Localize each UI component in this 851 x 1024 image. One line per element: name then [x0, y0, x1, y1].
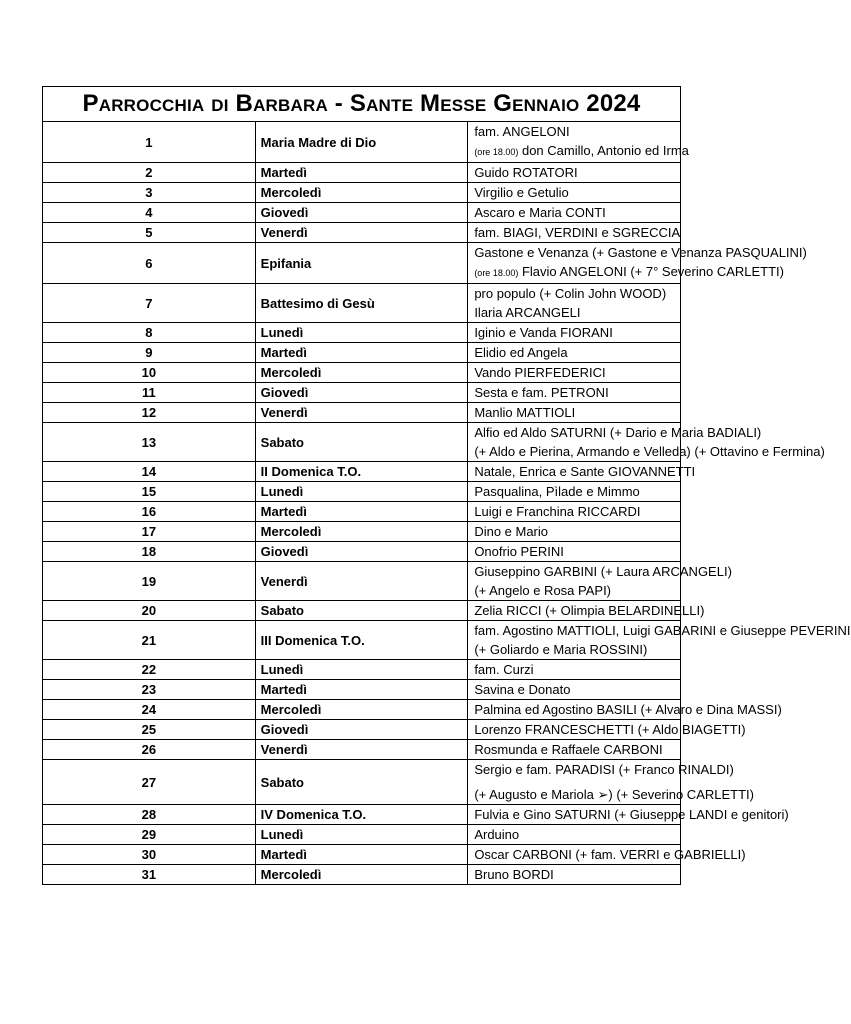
intention-line: [474, 462, 696, 481]
schedule-row: [43, 363, 681, 383]
intention-text: Dino e Mario: [474, 524, 549, 539]
intentions-cell: [468, 383, 681, 403]
day-label: Sabato: [255, 601, 468, 621]
intention-line: [474, 423, 762, 442]
intention-text: Fulvia e Gino SATURNI (+ Giuseppe LANDI e genitori): [474, 807, 789, 822]
day-number: 26: [43, 740, 256, 760]
day-number: 25: [43, 720, 256, 740]
intention-text: Savina e Donato: [474, 682, 571, 697]
intention-text: Lorenzo FRANCESCHETTI (+ Aldo BIAGETTI): [474, 722, 746, 737]
day-number: 12: [43, 403, 256, 423]
schedule-row: [43, 203, 681, 223]
day-number: 9: [43, 343, 256, 363]
intention-line: [474, 163, 676, 182]
intention-text: Zelia RICCI (+ Olimpia BELARDINELLI): [474, 603, 705, 618]
intention-line: [474, 183, 676, 202]
intention-text: Virgilio e Getulio: [474, 185, 569, 200]
intention-text: pro populo (+ Colin John WOOD): [474, 286, 667, 301]
day-number: 27: [43, 760, 256, 805]
intention-text: Bruno BORDI: [474, 867, 554, 882]
day-number: 10: [43, 363, 256, 383]
intention-line: [474, 740, 676, 759]
day-label: Venerdì: [255, 223, 468, 243]
day-label: IV Domenica T.O.: [255, 805, 468, 825]
intention-text: Palmina ed Agostino BASILI (+ Alvaro e Dina MASSI): [474, 702, 782, 717]
intentions-cell: [468, 845, 746, 865]
intention-text: Pasqualina, Pìlade e Mimmo: [474, 484, 640, 499]
schedule-row: [43, 383, 681, 403]
intentions-cell: [468, 163, 681, 183]
day-label: Lunedì: [255, 323, 468, 343]
day-number: 20: [43, 601, 256, 621]
intention-line: [474, 262, 784, 283]
intention-line: [474, 482, 676, 501]
intention-text: Oscar CARBONI (+ fam. VERRI e GABRIELLI): [474, 847, 746, 862]
intention-text: fam. Agostino MATTIOLI, Luigi GABARINI e Giuseppe PEVERINI: [474, 623, 851, 638]
intentions-cell: [468, 700, 782, 720]
day-label: Epifania: [255, 243, 468, 284]
day-label: Lunedì: [255, 482, 468, 502]
intention-line: [474, 203, 676, 222]
intention-line: [474, 223, 681, 242]
intention-line: [474, 502, 676, 521]
intention-line: [474, 660, 676, 679]
day-number: 28: [43, 805, 256, 825]
mass-schedule-table: [42, 86, 851, 885]
schedule-row: [43, 403, 681, 423]
day-number: 18: [43, 542, 256, 562]
intention-text: Manlio MATTIOLI: [474, 405, 576, 420]
intention-text: Elidio ed Angela: [474, 345, 568, 360]
schedule-row: [43, 845, 681, 865]
day-number: 3: [43, 183, 256, 203]
schedule-row: [43, 522, 681, 542]
day-number: 31: [43, 865, 256, 885]
schedule-row: [43, 183, 681, 203]
intention-line: [474, 785, 754, 804]
schedule-row: [43, 760, 681, 805]
intention-line: [474, 621, 851, 640]
schedule-row: [43, 243, 681, 284]
intention-text: Alfio ed Aldo SATURNI (+ Dario e Maria BADIALI): [474, 425, 762, 440]
intention-text: (+ Augusto e Mariola ➢) (+ Severino CARLETTI): [474, 787, 754, 802]
time-note: (ore 18.00): [474, 147, 519, 157]
intentions-cell: [468, 542, 681, 562]
intention-line: [474, 243, 807, 262]
intentions-cell: [468, 740, 681, 760]
intentions-cell: [468, 562, 732, 601]
day-label: Giovedì: [255, 203, 468, 223]
intention-line: [474, 343, 676, 362]
intentions-cell: [468, 223, 681, 243]
intention-text: Arduino: [474, 827, 520, 842]
day-label: Mercoledì: [255, 522, 468, 542]
intention-line: [474, 383, 676, 402]
intentions-cell: [468, 363, 681, 383]
day-number: 11: [43, 383, 256, 403]
intentions-cell: [468, 825, 681, 845]
schedule-row: [43, 502, 681, 522]
day-number: 13: [43, 423, 256, 462]
intention-line: [474, 122, 676, 141]
schedule-row: [43, 825, 681, 845]
schedule-row: [43, 343, 681, 363]
intention-text: Onofrio PERINI: [474, 544, 564, 559]
intention-line: [474, 522, 676, 541]
day-label: Giovedì: [255, 542, 468, 562]
intention-line: [474, 403, 676, 422]
day-label: III Domenica T.O.: [255, 621, 468, 660]
day-number: 1: [43, 122, 256, 163]
day-number: 29: [43, 825, 256, 845]
day-label: Venerdì: [255, 740, 468, 760]
day-label: Maria Madre di Dio: [255, 122, 468, 163]
page-title: Parrocchia di Barbara - Sante Messe Gennaio 2024: [82, 90, 641, 117]
intentions-cell: [468, 865, 681, 885]
intention-line: [474, 640, 676, 659]
day-label: Martedì: [255, 163, 468, 183]
schedule-row: [43, 542, 681, 562]
intentions-cell: [468, 522, 681, 542]
day-number: 30: [43, 845, 256, 865]
schedule-body: [43, 122, 851, 885]
day-label: Mercoledì: [255, 363, 468, 383]
schedule-row: [43, 700, 681, 720]
intention-line: [474, 303, 676, 322]
intentions-cell: [468, 621, 851, 660]
day-number: 22: [43, 660, 256, 680]
schedule-row: [43, 562, 681, 601]
intention-line: [474, 581, 676, 600]
schedule-row: [43, 805, 681, 825]
intention-text: don Camillo, Antonio ed Irma: [521, 143, 689, 158]
day-number: 6: [43, 243, 256, 284]
day-number: 5: [43, 223, 256, 243]
intention-line: [474, 601, 705, 620]
schedule-row: [43, 621, 681, 660]
day-number: 21: [43, 621, 256, 660]
intentions-cell: [468, 502, 681, 522]
day-label: Martedì: [255, 343, 468, 363]
intentions-cell: [468, 183, 681, 203]
day-label: Mercoledì: [255, 865, 468, 885]
intention-text: fam. BIAGI, VERDINI e SGRECCIA: [474, 225, 681, 240]
intention-text: Luigi e Franchina RICCARDI: [474, 504, 641, 519]
intentions-cell: [468, 423, 825, 462]
intention-line: [474, 562, 732, 581]
day-number: 16: [43, 502, 256, 522]
intentions-cell: [468, 323, 681, 343]
intentions-cell: [468, 601, 705, 621]
intentions-cell: [468, 482, 681, 502]
mass-schedule-sheet: [42, 86, 851, 885]
schedule-row: [43, 740, 681, 760]
day-label: Martedì: [255, 680, 468, 700]
time-note: (ore 18.00): [474, 268, 519, 278]
day-label: II Domenica T.O.: [255, 462, 468, 482]
day-number: 4: [43, 203, 256, 223]
intention-text: Gastone e Venanza (+ Gastone e Venanza PASQUALINI): [474, 245, 807, 260]
schedule-row: [43, 462, 681, 482]
intention-text: (+ Aldo e Pierina, Armando e Velleda) (+ Ottavino e Fermina): [474, 444, 825, 459]
intention-line: [474, 825, 676, 844]
day-label: Martedì: [255, 845, 468, 865]
intention-text: Vando PIERFEDERICI: [474, 365, 606, 380]
intentions-cell: [468, 203, 681, 223]
schedule-row: [43, 284, 681, 323]
day-label: Sabato: [255, 423, 468, 462]
day-number: 2: [43, 163, 256, 183]
day-number: 24: [43, 700, 256, 720]
intention-text: fam. ANGELONI: [474, 124, 570, 139]
intention-line: [474, 700, 782, 719]
intention-line: [474, 865, 676, 884]
schedule-row: [43, 720, 681, 740]
title-row: [43, 87, 681, 122]
intention-text: Sergio e fam. PARADISI (+ Franco RINALDI): [474, 762, 734, 777]
intention-line: [474, 284, 676, 303]
day-label: Martedì: [255, 502, 468, 522]
day-label: Giovedì: [255, 383, 468, 403]
intentions-cell: [468, 805, 789, 825]
intention-line: [474, 805, 789, 824]
schedule-row: [43, 163, 681, 183]
intentions-cell: [468, 760, 754, 805]
intention-text: fam. Curzi: [474, 662, 534, 677]
intention-text: (+ Angelo e Rosa PAPI): [474, 583, 612, 598]
intentions-cell: [468, 660, 681, 680]
day-label: Sabato: [255, 760, 468, 805]
intention-line: [474, 442, 825, 461]
intentions-cell: [468, 243, 807, 284]
day-label: Battesimo di Gesù: [255, 284, 468, 323]
intention-line: [474, 141, 689, 162]
intentions-cell: [468, 403, 681, 423]
schedule-row: [43, 865, 681, 885]
intention-text: (+ Goliardo e Maria ROSSINI): [474, 642, 648, 657]
day-number: 17: [43, 522, 256, 542]
title-cell: [43, 87, 681, 122]
day-label: Lunedì: [255, 660, 468, 680]
intentions-cell: [468, 122, 689, 163]
schedule-row: [43, 601, 681, 621]
intention-text: Giuseppino GARBINI (+ Laura ARCANGELI): [474, 564, 732, 579]
intention-text: Iginio e Vanda FIORANI: [474, 325, 613, 340]
intention-line: [474, 720, 746, 739]
day-label: Mercoledì: [255, 700, 468, 720]
intentions-cell: [468, 343, 681, 363]
schedule-row: [43, 122, 681, 163]
day-number: 23: [43, 680, 256, 700]
intention-line: [474, 323, 676, 342]
intentions-cell: [468, 720, 746, 740]
day-label: Mercoledì: [255, 183, 468, 203]
intentions-cell: [468, 462, 696, 482]
intention-line: [474, 542, 676, 561]
intention-text: Sesta e fam. PETRONI: [474, 385, 609, 400]
day-number: 15: [43, 482, 256, 502]
schedule-row: [43, 660, 681, 680]
day-label: Lunedì: [255, 825, 468, 845]
day-number: 19: [43, 562, 256, 601]
day-label: Venerdì: [255, 562, 468, 601]
day-number: 8: [43, 323, 256, 343]
day-label: Venerdì: [255, 403, 468, 423]
intention-text: Flavio ANGELONI (+ 7° Severino CARLETTI): [521, 264, 784, 279]
intention-text: Natale, Enrica e Sante GIOVANNETTI: [474, 464, 696, 479]
intention-text: Ilaria ARCANGELI: [474, 305, 581, 320]
day-label: Giovedì: [255, 720, 468, 740]
intentions-cell: [468, 284, 681, 323]
day-number: 7: [43, 284, 256, 323]
schedule-row: [43, 680, 681, 700]
intention-text: Ascaro e Maria CONTI: [474, 205, 606, 220]
schedule-row: [43, 482, 681, 502]
intention-line: [474, 363, 676, 382]
intention-line: [474, 760, 734, 779]
intention-text: Guido ROTATORI: [474, 165, 578, 180]
schedule-row: [43, 223, 681, 243]
intention-line: [474, 680, 676, 699]
schedule-row: [43, 323, 681, 343]
schedule-row: [43, 423, 681, 462]
day-number: 14: [43, 462, 256, 482]
intentions-cell: [468, 680, 681, 700]
intention-line: [474, 845, 746, 864]
intention-text: Rosmunda e Raffaele CARBONI: [474, 742, 663, 757]
